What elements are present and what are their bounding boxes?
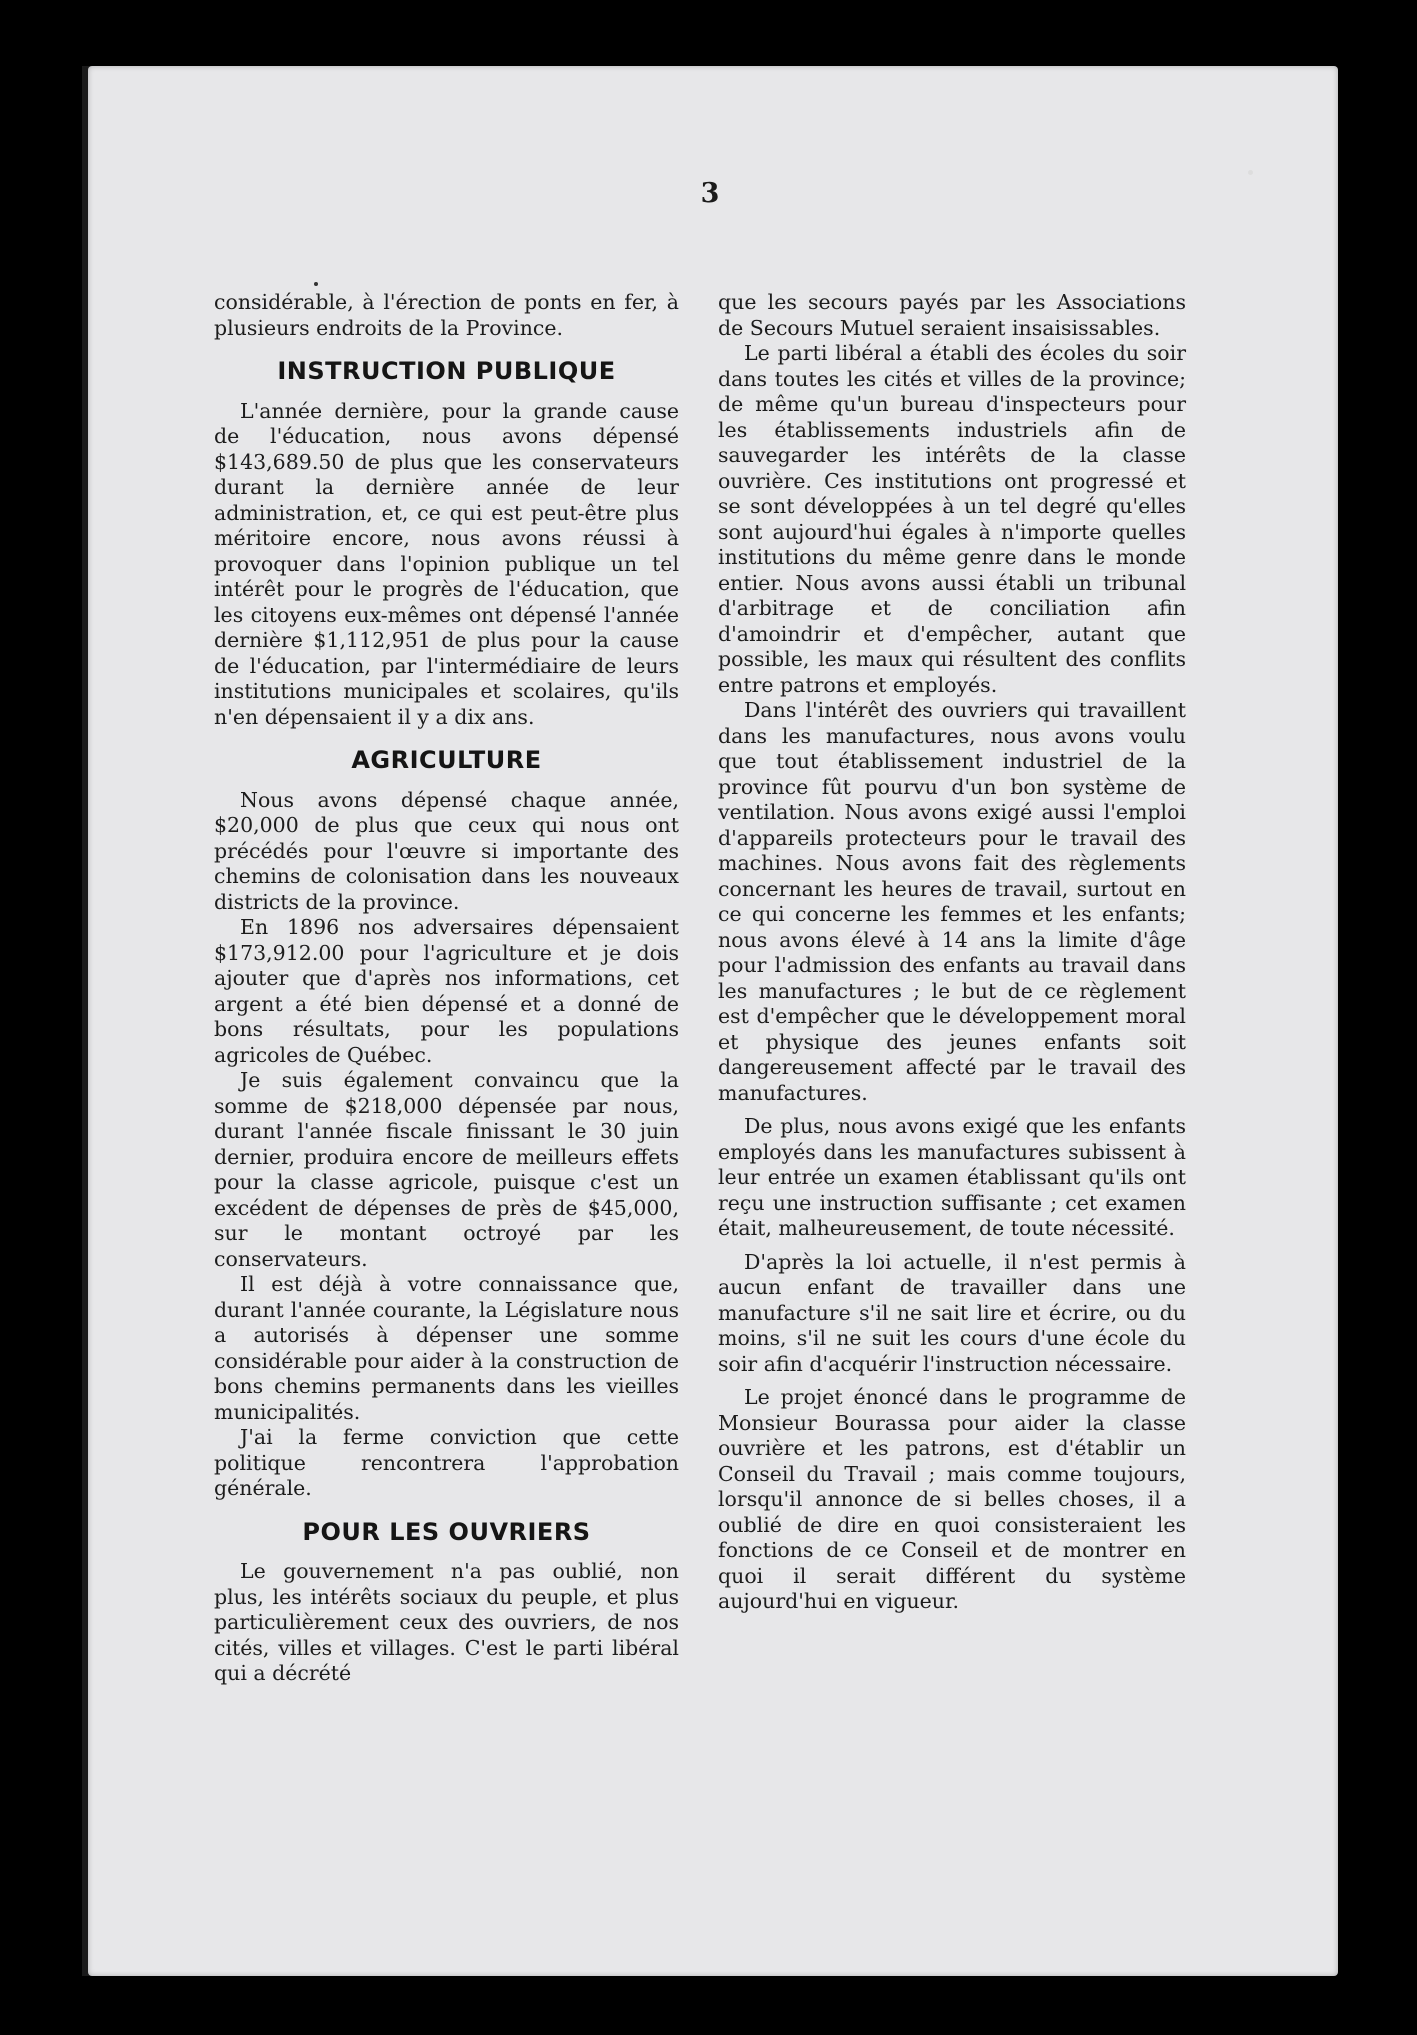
heading-agriculture: AGRICULTURE [351,746,542,774]
page-number: 3 [700,178,720,209]
agriculture-paragraph-1: Nous avons dépensé chaque année, $20,000 de plus que ceux qui nous ont précédés pour l'œuvre si importante des chemins de colonisation dans les nouveaux districts de la province. [214,787,679,914]
instruction-paragraph: L'année dernière, pour la grande cause de l'éducation, nous avons dépensé $143,689.50 de plus que les conservateurs durant la dernière année de leur administration, et, ce qui est peut-être plus méritoire encore, nous avons réussi à provoquer dans l'opinion publique un tel intérêt pour le progrès de l'éducation, que les citoyens eux-mêmes ont dépensé l'année dernière $1,112,951 de plus pour la cause de l'éducation, par l'intermédiaire de leurs institutions municipales et scolaires, qu'ils n'en dépensaient il y a dix ans. [214,398,679,729]
right-paragraph-1: que les secours payés par les Associations de Secours Mutuel seraient insaisissables. [718,290,1186,340]
heading-pour-les-ouvriers: POUR LES OUVRIERS [302,1517,591,1546]
left-column [214,290,679,1687]
right-paragraph-4: De plus, nous avons exigé que les enfants employés dans les manufactures subissent à leur entrée un examen établissant qu'ils ont reçu une instruction suffisante ; cet examen était, malheureusement, de toute nécessité. [718,1114,1186,1240]
right-column [718,290,1186,1615]
right-paragraph-2: Le parti libéral a établi des écoles du soir dans toutes les cités et villes de la province; de même qu'un bureau d'inspecteurs pour les établissements industriels afin de sauvegarder les intérêts de la classe ouvrière. Ces institutions ont progressé et se sont développées à un tel degré qu'elles sont aujourd'hui égales à n'importe quelles institutions du même genre dans le monde entier. Nous avons aussi établi un tribunal d'arbitrage et de conciliation afin d'amoindrir et d'empêcher, autant que possible, les maux qui résultent des conflits entre patrons et employés. [718,341,1186,697]
scan-speck [314,282,318,286]
right-paragraph-5: D'après la loi actuelle, il n'est permis à aucun enfant de travailler dans une manufacture s'il ne sait lire et écrire, ou du moins, s'il ne suit les cours d'une école du soir afin d'acquérir l'instruction nécessaire. [718,1249,1186,1376]
heading-instruction-publique: INSTRUCTION PUBLIQUE [277,357,616,385]
agriculture-paragraph-3: Je suis également convaincu que la somme de $218,000 dépensée par nous, durant l'année fiscale finissant le 30 juin dernier, produira encore de meilleurs effets pour la classe agricole, puisque c'est un excédent de dépenses de près de $45,000, sur le montant octroyé par les conservateurs. [214,1068,679,1271]
agriculture-paragraph-4: Il est déjà à votre connaissance que, durant l'année courante, la Législature nous a autorisés à dépenser une somme considérable pour aider à la construction de bons chemins permanents dans les vieilles municipalités. [214,1272,679,1424]
agriculture-paragraph-5: J'ai la ferme conviction que cette politique rencontrera l'approbation générale. [214,1425,679,1500]
scan-speck [1248,170,1253,175]
agriculture-paragraph-2: En 1896 nos adversaires dépensaient $173,912.00 pour l'agriculture et je dois ajouter que d'après nos informations, cet argent a été bien dépensé et a donné de bons résultats, pour les populations agricoles de Québec. [214,915,679,1067]
right-paragraph-3: Dans l'intérêt des ouvriers qui travaillent dans les manufactures, nous avons voulu que tout établissement industriel de la province fût pourvu d'un bon système de ventilation. Nous avons exigé aussi l'emploi d'appareils protecteurs pour le travail des machines. Nous avons fait des règlements concernant les heures de travail, surtout en ce qui concerne les femmes et les enfants; nous avons élevé à 14 ans la limite d'âge pour l'admission des enfants au travail dans les manufactures ; le but de ce règlement est d'empêcher que le développement moral et physique des jeunes enfants soit dangereusement affecté par le travail des manufactures. [718,698,1186,1105]
right-paragraph-6: Le projet énoncé dans le programme de Monsieur Bourassa pour aider la classe ouvrière et les patrons, est d'établir un Conseil du Travail ; mais comme toujours, lorsqu'il annonce de si belles choses, il a oublié de dire en quoi consisteraient les fonctions de ce Conseil et de montrer en quoi il serait différent du système aujourd'hui en vigueur. [718,1385,1186,1613]
ouvriers-paragraph: Le gouvernement n'a pas oublié, non plus, les intérêts sociaux du peuple, et plus particulièrement ceux des ouvriers, de nos cités, villes et villages. C'est le parti libéral qui a décrété [214,1559,679,1685]
intro-paragraph: considérable, à l'érection de ponts en fer, à plusieurs endroits de la Province. [214,290,679,340]
